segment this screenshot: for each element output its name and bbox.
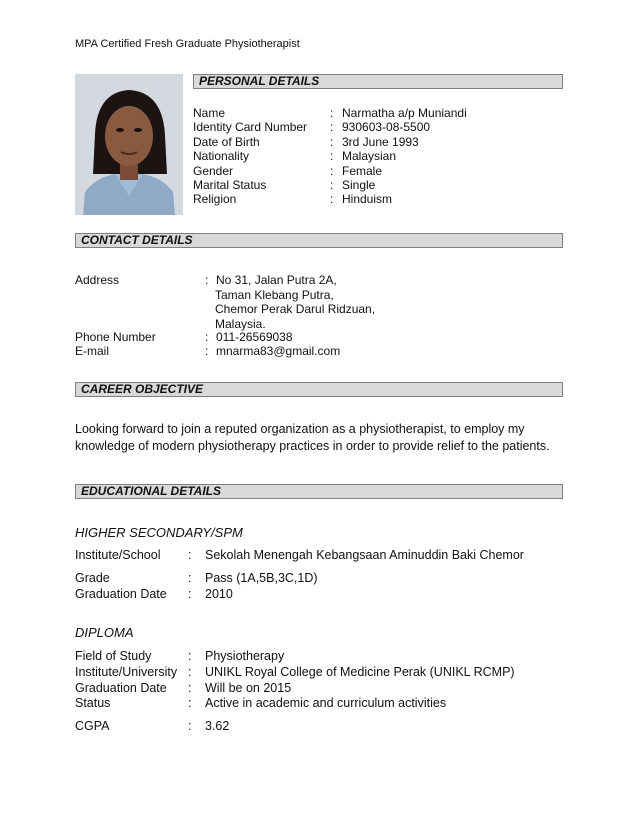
address-line: Chemor Perak Darul Ridzuan,	[215, 302, 376, 316]
section-header-contact: CONTACT DETAILS	[75, 233, 563, 248]
spm-row-value: Sekolah Menengah Kebangsaan Aminuddin Baki Chemor	[205, 548, 524, 562]
personal-row-separator: :	[330, 106, 334, 120]
personal-row-value: Malaysian	[342, 149, 397, 164]
career-objective-line-2: knowledge of modern physiotherapy practices in order to provide relief to the patients.	[75, 439, 550, 453]
diploma-row-label: CGPA	[75, 719, 110, 733]
spm-row-separator: :	[188, 548, 192, 562]
spm-row-label: Institute/School	[75, 548, 161, 562]
personal-row-value: 930603-08-5500	[342, 120, 431, 135]
personal-row-label: Marital Status	[193, 178, 267, 192]
diploma-row-separator: :	[188, 696, 192, 710]
portrait-image	[75, 74, 183, 215]
page-header: MPA Certified Fresh Graduate Physiotherapist	[75, 38, 300, 50]
section-header-career: CAREER OBJECTIVE	[75, 382, 563, 397]
address-separator: :	[205, 273, 209, 287]
diploma-row-value: UNIKL Royal College of Medicine Perak (UNIKL RCMP)	[205, 665, 515, 679]
personal-row-separator: :	[330, 134, 334, 149]
phone-label: Phone Number	[75, 330, 156, 344]
address-line: Malaysia.	[215, 316, 266, 331]
personal-row-label: Nationality	[193, 149, 250, 164]
personal-row-label: Gender	[193, 163, 234, 178]
phone-separator: :	[205, 330, 209, 344]
address-line: Taman Klebang Putra,	[215, 287, 334, 302]
personal-row-value: Hinduism	[342, 192, 393, 207]
email-value: mnarma83@gmail.com	[216, 344, 341, 358]
personal-row-separator: :	[330, 163, 334, 178]
personal-row-separator: :	[330, 120, 334, 135]
spm-row-value: 2010	[205, 587, 233, 601]
personal-row-separator: :	[330, 149, 334, 164]
diploma-row-separator: :	[188, 649, 192, 663]
address-label: Address	[75, 273, 120, 287]
diploma-row-value: 3.62	[205, 719, 230, 733]
spm-row-separator: :	[188, 587, 192, 601]
personal-row-value: Narmatha a/p Muniandi	[342, 106, 467, 120]
diploma-row-separator: :	[188, 665, 192, 679]
personal-row-label: Religion	[193, 192, 237, 207]
diploma-row-separator: :	[188, 681, 192, 695]
personal-row-value: Female	[342, 163, 383, 178]
spm-row-value: Pass (1A,5B,3C,1D)	[205, 571, 318, 585]
career-objective-line-1: Looking forward to join a reputed organization as a physiotherapist, to employ my	[75, 422, 525, 436]
profile-photo	[75, 74, 183, 215]
diploma-row-value: Active in academic and curriculum activities	[205, 696, 447, 710]
diploma-row-label: Institute/University	[75, 665, 178, 679]
diploma-row-value: Physiotherapy	[205, 649, 285, 663]
section-header-education: EDUCATIONAL DETAILS	[75, 484, 563, 499]
personal-row-value: Single	[342, 178, 376, 192]
diploma-row-label: Status	[75, 696, 111, 710]
personal-row-value: 3rd June 1993	[342, 134, 419, 149]
spm-row-label: Graduation Date	[75, 587, 167, 601]
personal-row-separator: :	[330, 192, 334, 207]
diploma-row-separator: :	[188, 719, 192, 733]
personal-row-label: Name	[193, 106, 226, 120]
address-line: No 31, Jalan Putra 2A,	[216, 273, 337, 287]
diploma-row-label: Field of Study	[75, 649, 152, 663]
personal-row-label: Identity Card Number	[193, 120, 308, 135]
section-header-personal: PERSONAL DETAILS	[193, 74, 563, 89]
spm-heading: HIGHER SECONDARY/SPM	[75, 525, 243, 540]
email-separator: :	[205, 344, 209, 358]
personal-row-separator: :	[330, 178, 334, 192]
spm-row-label: Grade	[75, 571, 110, 585]
diploma-row-value: Will be on 2015	[205, 681, 292, 695]
email-label: E-mail	[75, 344, 110, 358]
phone-value: 011-26569038	[216, 330, 293, 344]
spm-row-separator: :	[188, 571, 192, 585]
personal-row-label: Date of Birth	[193, 134, 260, 149]
diploma-row-label: Graduation Date	[75, 681, 167, 695]
diploma-heading: DIPLOMA	[75, 625, 134, 640]
